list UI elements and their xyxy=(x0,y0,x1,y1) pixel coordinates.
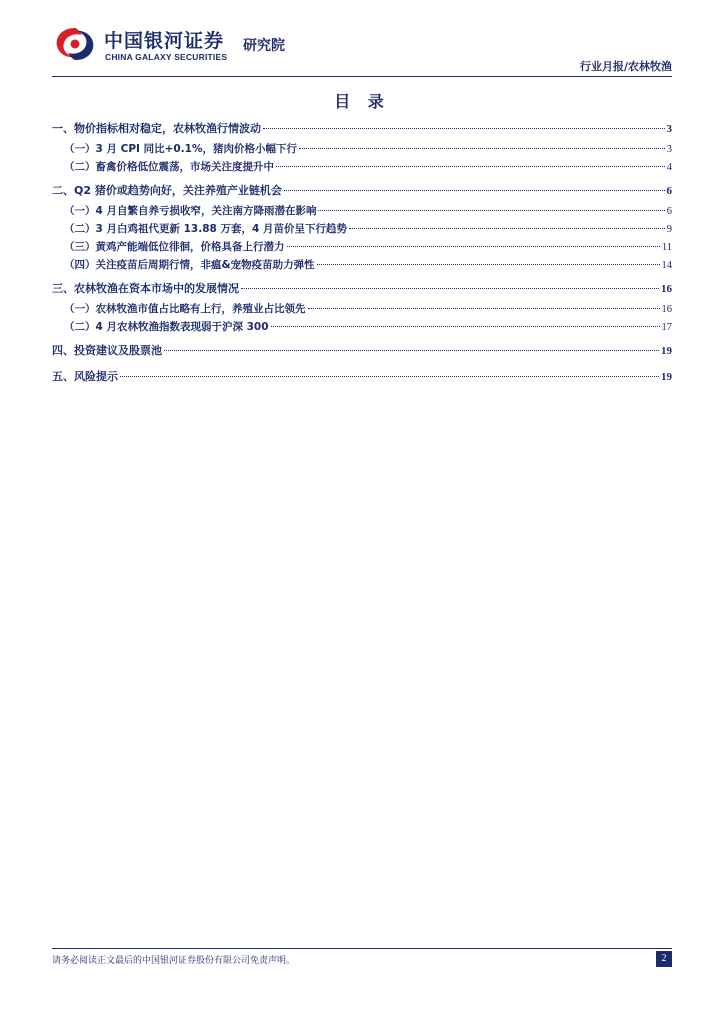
toc-dot-leader xyxy=(164,350,659,351)
toc-entry-text: （二）3 月白鸡祖代更新 13.88 万套，4 月苗价呈下行趋势 xyxy=(64,223,347,235)
toc-subsection-link[interactable] xyxy=(52,318,672,336)
toc-entry-text: 五、风险提示 xyxy=(52,370,118,383)
toc-dot-leader xyxy=(284,190,665,191)
toc-section-link[interactable] xyxy=(52,278,672,300)
footer-divider xyxy=(52,948,672,949)
toc-dot-leader xyxy=(349,228,665,229)
toc-subsection-link[interactable] xyxy=(52,238,672,256)
toc-page-number: 14 xyxy=(661,260,672,271)
logo-chinese-name: 中国银河证券 xyxy=(104,30,225,52)
toc-dot-leader xyxy=(271,326,660,327)
toc-subsection-link[interactable] xyxy=(52,300,672,318)
toc-entry-text: （三）黄鸡产能端低位徘徊，价格具备上行潜力 xyxy=(64,241,285,253)
toc-page-number: 3 xyxy=(666,123,672,135)
toc-page-number: 19 xyxy=(661,371,672,383)
toc-entry-text: （一）农林牧渔市值占比略有上行，养殖业占比领先 xyxy=(64,303,306,315)
toc-page-number: 6 xyxy=(666,185,672,197)
toc-entry-text: （二）畜禽价格低位震荡，市场关注度提升中 xyxy=(64,161,274,173)
toc-entry-text: 四、投资建议及股票池 xyxy=(52,344,162,357)
toc-dot-leader xyxy=(287,246,660,247)
toc-section-link[interactable] xyxy=(52,180,672,202)
toc-page-number: 19 xyxy=(661,345,672,357)
toc-dot-leader xyxy=(299,148,665,149)
toc-entry-text: （二）4 月农林牧渔指数表现弱于沪深 300 xyxy=(64,321,269,333)
toc-page-number: 16 xyxy=(661,283,672,295)
toc-dot-leader xyxy=(263,128,665,129)
toc-subsection-link[interactable] xyxy=(52,256,672,274)
toc-entry-text: 一、物价指标相对稳定，农林牧渔行情波动 xyxy=(52,122,261,135)
toc-page-number: 6 xyxy=(666,206,672,217)
toc-page-number: 17 xyxy=(661,322,672,333)
toc-dot-leader xyxy=(120,376,659,377)
footer-disclaimer: 请务必阅读正文最后的中国银河证券股份有限公司免责声明。 xyxy=(52,956,296,966)
toc-dot-leader xyxy=(318,210,664,211)
toc-entry-text: 二、Q2 猪价或趋势向好，关注养殖产业链机会 xyxy=(52,184,282,197)
institute-label: 研究院 xyxy=(243,38,285,54)
toc-section-link[interactable] xyxy=(52,340,672,362)
toc-page-number: 4 xyxy=(666,162,672,173)
logo-english-name: CHINA GALAXY SECURITIES xyxy=(105,52,228,62)
galaxy-logo-icon xyxy=(52,24,98,64)
toc-subsection-link[interactable] xyxy=(52,202,672,220)
toc-page-number: 16 xyxy=(661,304,672,315)
toc-section-link[interactable] xyxy=(52,118,672,140)
toc-subsection-link[interactable] xyxy=(52,220,672,238)
toc-page-number: 3 xyxy=(666,144,672,155)
toc-entry-text: （四）关注疫苗后周期行情，非瘟&宠物疫苗助力弹性 xyxy=(64,259,315,271)
header-divider xyxy=(52,76,672,77)
toc-page-number: 11 xyxy=(661,242,672,253)
toc-subsection-link[interactable] xyxy=(52,158,672,176)
page-header xyxy=(0,0,724,80)
toc-section-link[interactable] xyxy=(52,366,672,388)
report-type-label: 行业月报/农林牧渔 xyxy=(579,60,672,73)
table-of-contents xyxy=(52,118,672,388)
toc-dot-leader xyxy=(317,264,660,265)
toc-title: 目 录 xyxy=(334,92,390,111)
toc-dot-leader xyxy=(308,308,660,309)
toc-page-number: 9 xyxy=(666,224,672,235)
toc-entry-text: 三、农林牧渔在资本市场中的发展情况 xyxy=(52,282,239,295)
toc-dot-leader xyxy=(276,166,665,167)
toc-entry-text: （一）3 月 CPI 同比+0.1%，猪肉价格小幅下行 xyxy=(64,143,297,155)
page-number: 2 xyxy=(656,951,672,967)
toc-dot-leader xyxy=(241,288,659,289)
toc-subsection-link[interactable] xyxy=(52,140,672,158)
toc-entry-text: （一）4 月自繁自养亏损收窄，关注南方降雨潜在影响 xyxy=(64,205,317,217)
